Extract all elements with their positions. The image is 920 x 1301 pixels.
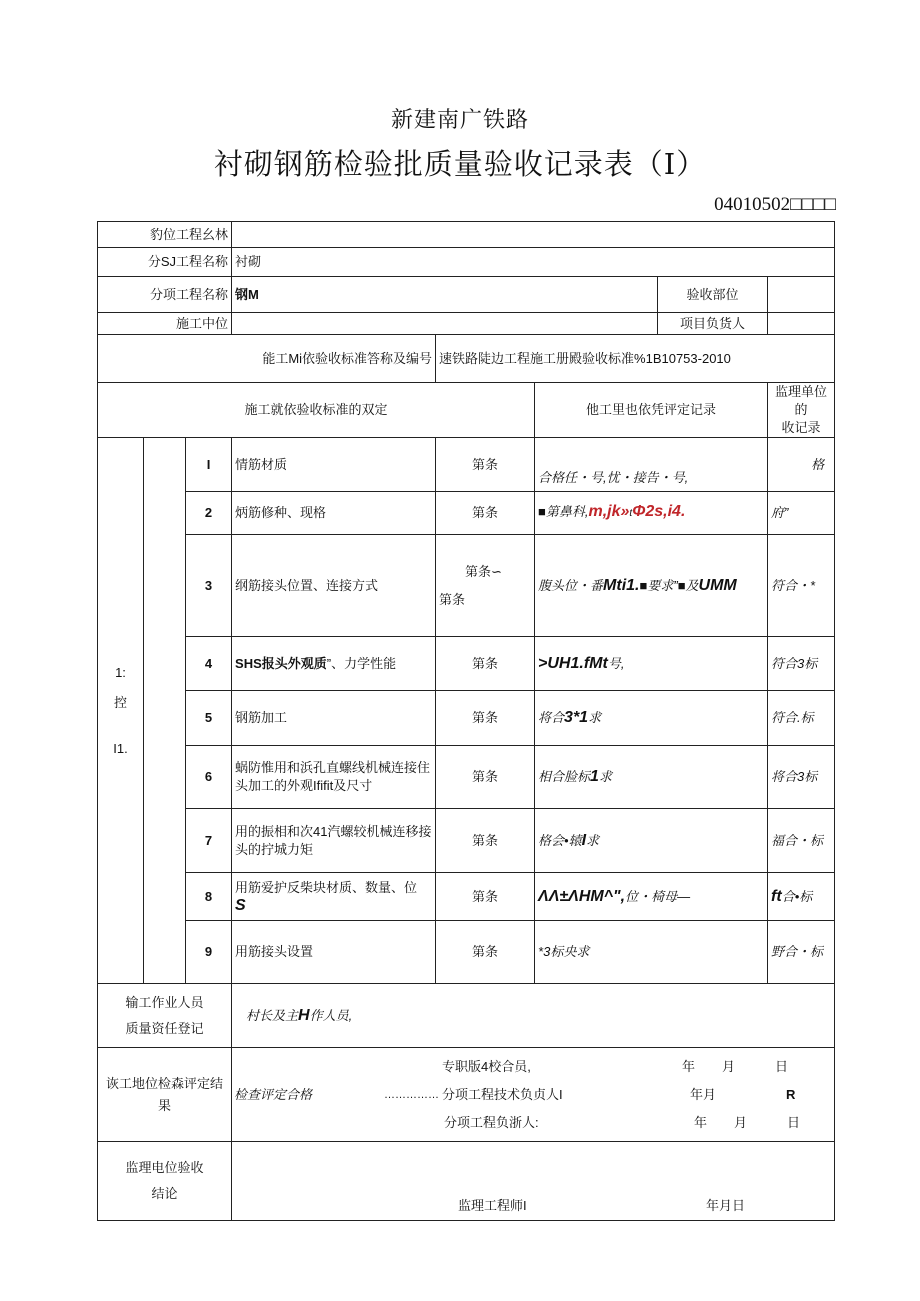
row-record	[535, 691, 768, 746]
project-manager-value	[768, 313, 835, 335]
row-clause: 第条	[436, 492, 535, 535]
row-clause: 第条	[436, 438, 535, 492]
row-clause	[436, 535, 535, 637]
column-header-supervision	[768, 383, 835, 438]
project-manager-label: 项目负货人	[658, 313, 768, 335]
row-item: 用筋接头设置	[232, 921, 436, 984]
row-number: 8	[186, 873, 232, 921]
row-record-part: 位・椅母—	[625, 888, 691, 904]
row-record-part: >UH1.fMt	[538, 654, 608, 672]
table-row	[98, 637, 835, 691]
row-supervision: 符合.标	[768, 691, 835, 746]
row-item: 情筋材质	[232, 438, 436, 492]
row-record-part: 号,	[607, 655, 625, 671]
row-supervision: 符合・*	[768, 535, 835, 637]
row-record-part: 3*1	[564, 709, 589, 726]
row-clause: 第条	[436, 746, 535, 809]
main-control-label-2: 控	[113, 694, 127, 710]
tech-lead-year-month: 年月	[690, 1086, 717, 1102]
row-record-part: Φ2s,i4.	[632, 503, 686, 520]
row-record-part: UMM	[698, 576, 737, 594]
row-record-part: I	[581, 831, 587, 849]
inspector-year: 年	[682, 1058, 696, 1074]
supervision-engineer-label: 监理工程师I	[458, 1198, 527, 1213]
row-item	[232, 637, 436, 691]
row-record	[535, 535, 768, 637]
column-header-self-check: 他工里也依凭评定记录	[535, 383, 768, 438]
row-record-part: 求	[598, 769, 612, 784]
supervision-conclusion-row	[98, 1142, 835, 1221]
row-record: *3标央求	[535, 921, 768, 984]
row-record	[535, 637, 768, 691]
row-record-text: 合格任・号,忧・接告・号,	[538, 470, 689, 485]
table-row	[98, 691, 835, 746]
row-supervision: 将合3标	[768, 746, 835, 809]
project-lead-month: 月	[734, 1114, 748, 1130]
row-item-line2: 头加工的外观Ififit及尺寸	[235, 778, 373, 793]
operator-label-line1: 输工作业人员	[125, 994, 204, 1010]
table-row	[98, 492, 835, 535]
row-record-part: 求	[588, 710, 602, 725]
main-control-label-3: I1.	[113, 740, 128, 756]
row-item: 纲筋接头位置、连接方式	[232, 535, 436, 637]
construction-result-content	[232, 1048, 835, 1142]
row-clause-line1: 第条∽	[465, 563, 502, 579]
construction-result-dots: ……………	[384, 1088, 440, 1101]
row-record-part: ■要求”	[639, 577, 678, 593]
row-clause: 第条	[436, 809, 535, 873]
row-supervision: 福合・标	[768, 809, 835, 873]
tech-lead-day: R	[786, 1086, 796, 1102]
main-control-label	[98, 438, 144, 984]
standard-value: 速铁路陡边工程施工册殿验收标准%1B10753-2010	[436, 335, 835, 383]
row-record-part: 腹头位・番	[538, 577, 604, 593]
tech-lead-label: 分项工程技术负贞人I	[442, 1086, 563, 1102]
inspector-day: 日	[775, 1058, 789, 1074]
row-supervision: 格	[768, 438, 835, 492]
row-item-part: SHS报头外观质	[235, 655, 327, 671]
row-number: 7	[186, 809, 232, 873]
form-code: 04010502□□□□	[714, 194, 836, 215]
row-record-part: 求	[586, 832, 600, 848]
main-control-spacer	[144, 438, 186, 984]
row-supervision-part: 合•标	[781, 888, 813, 904]
row-number: 2	[186, 492, 232, 535]
row-clause-line2: 第条	[439, 591, 466, 607]
row-record-part: Mti1.	[603, 576, 640, 594]
supervision-conclusion-label	[98, 1142, 232, 1221]
inspector-label: 专职版4校合员,	[442, 1058, 531, 1074]
acceptance-record-table	[97, 221, 835, 1221]
inspector-month: 月	[722, 1058, 736, 1074]
page-subtitle: 新建南广铁路	[390, 107, 529, 132]
page-title: 衬砌钢筋检验批质量验收记录表（Ⅰ）	[213, 149, 707, 181]
operator-value-part: H	[298, 1006, 310, 1024]
construction-result-label	[98, 1048, 232, 1142]
supervision-conclusion-content	[232, 1142, 835, 1221]
row-clause: 第条	[436, 921, 535, 984]
operator-value-part: 村长及主	[246, 1007, 299, 1023]
row-item	[232, 746, 436, 809]
project-lead-label: 分项工程负浙人:	[444, 1114, 539, 1130]
row-number: 5	[186, 691, 232, 746]
row-supervision: 符合3标	[768, 637, 835, 691]
row-record-part: ■及	[677, 577, 699, 593]
main-control-label-1: 1:	[115, 664, 126, 680]
operator-label	[98, 984, 232, 1048]
sub-project-label: 分SJ工程名称	[98, 248, 232, 277]
row-item: 钢筋加工	[232, 691, 436, 746]
project-lead-day: 日	[787, 1114, 801, 1130]
construction-unit-label: 施工中位	[98, 313, 232, 335]
standard-label: 能工Mi依验收标准答称及编号	[98, 335, 436, 383]
row-number: 3	[186, 535, 232, 637]
row-supervision	[768, 873, 835, 921]
row-record	[535, 809, 768, 873]
supervision-conclusion-label-line2: 结论	[151, 1186, 178, 1201]
operator-value	[232, 984, 835, 1048]
row-number: 6	[186, 746, 232, 809]
row-record	[535, 492, 768, 535]
table-row	[98, 535, 835, 637]
construction-result-label-line1: 诙工地位检森评定结	[106, 1075, 224, 1091]
table-row	[98, 746, 835, 809]
row-record-part: ΛΛ±ΛHM^",	[538, 887, 626, 905]
item-project-value: 钢M	[232, 277, 658, 313]
row-item-line1: 用筋爱护反柴块材质、数量、位	[235, 879, 418, 895]
row-supervision: 野合・标	[768, 921, 835, 984]
row-record-part: t	[629, 508, 633, 519]
row-number: I	[186, 438, 232, 492]
column-header-spec: 施工就依验收标准的双定	[98, 383, 535, 438]
operator-row	[98, 984, 835, 1048]
row-record-part: 1	[590, 768, 599, 785]
row-item-line1: 用的振相和次41汽螺较机械连移接	[235, 823, 432, 839]
table-row	[98, 438, 835, 492]
supervision-header-line2: 收记录	[781, 420, 821, 435]
row-supervision: 府”	[768, 492, 835, 535]
acceptance-part-value	[768, 277, 835, 313]
table-row	[98, 921, 835, 984]
operator-value-part: 作人员,	[309, 1007, 353, 1023]
row-record-part: ■第鼻科,	[538, 504, 589, 519]
row-clause: 第条	[436, 637, 535, 691]
row-clause: 第条	[436, 691, 535, 746]
row-record-part: m,jk»	[588, 503, 630, 520]
row-item-line2: 头的拧城力矩	[235, 841, 314, 857]
row-record	[535, 746, 768, 809]
unit-project-label: 豹位工程幺林	[98, 222, 232, 248]
row-clause: 第条	[436, 873, 535, 921]
sub-project-value: 衬砌	[232, 248, 835, 277]
row-number: 9	[186, 921, 232, 984]
construction-result-row	[98, 1048, 835, 1142]
row-item-line1: 蜗防惟用和浜孔直螺线机械连接住	[235, 760, 431, 775]
table-row	[98, 873, 835, 921]
operator-label-line2: 质量资任登记	[125, 1020, 204, 1036]
row-record	[535, 873, 768, 921]
acceptance-part-label: 验收部位	[658, 277, 768, 313]
supervision-conclusion-label-line1: 监理电位验收	[125, 1160, 204, 1175]
item-project-label: 分项工程名称	[98, 277, 232, 313]
row-supervision-part: ft	[771, 887, 782, 905]
row-number: 4	[186, 637, 232, 691]
row-item-line2: S	[235, 896, 246, 914]
supervision-header-line1: 监理单位的	[775, 384, 828, 417]
construction-unit-value	[232, 313, 658, 335]
row-record-part: 将合	[538, 710, 565, 725]
row-item-part: ”、力学性能	[326, 655, 397, 671]
row-item: 炳筋修种、现格	[232, 492, 436, 535]
construction-result-label-line2: 果	[158, 1097, 172, 1113]
supervision-date: 年月日	[706, 1198, 746, 1213]
table-row	[98, 809, 835, 873]
row-item	[232, 873, 436, 921]
row-record	[535, 438, 768, 492]
row-record-part: 格会•辕	[538, 832, 582, 848]
row-record-part: 相合脸标	[538, 769, 591, 784]
unit-project-value	[232, 222, 835, 248]
construction-result-text: 检查评定合格	[234, 1086, 313, 1102]
row-item	[232, 809, 436, 873]
project-lead-year: 年	[694, 1114, 708, 1130]
